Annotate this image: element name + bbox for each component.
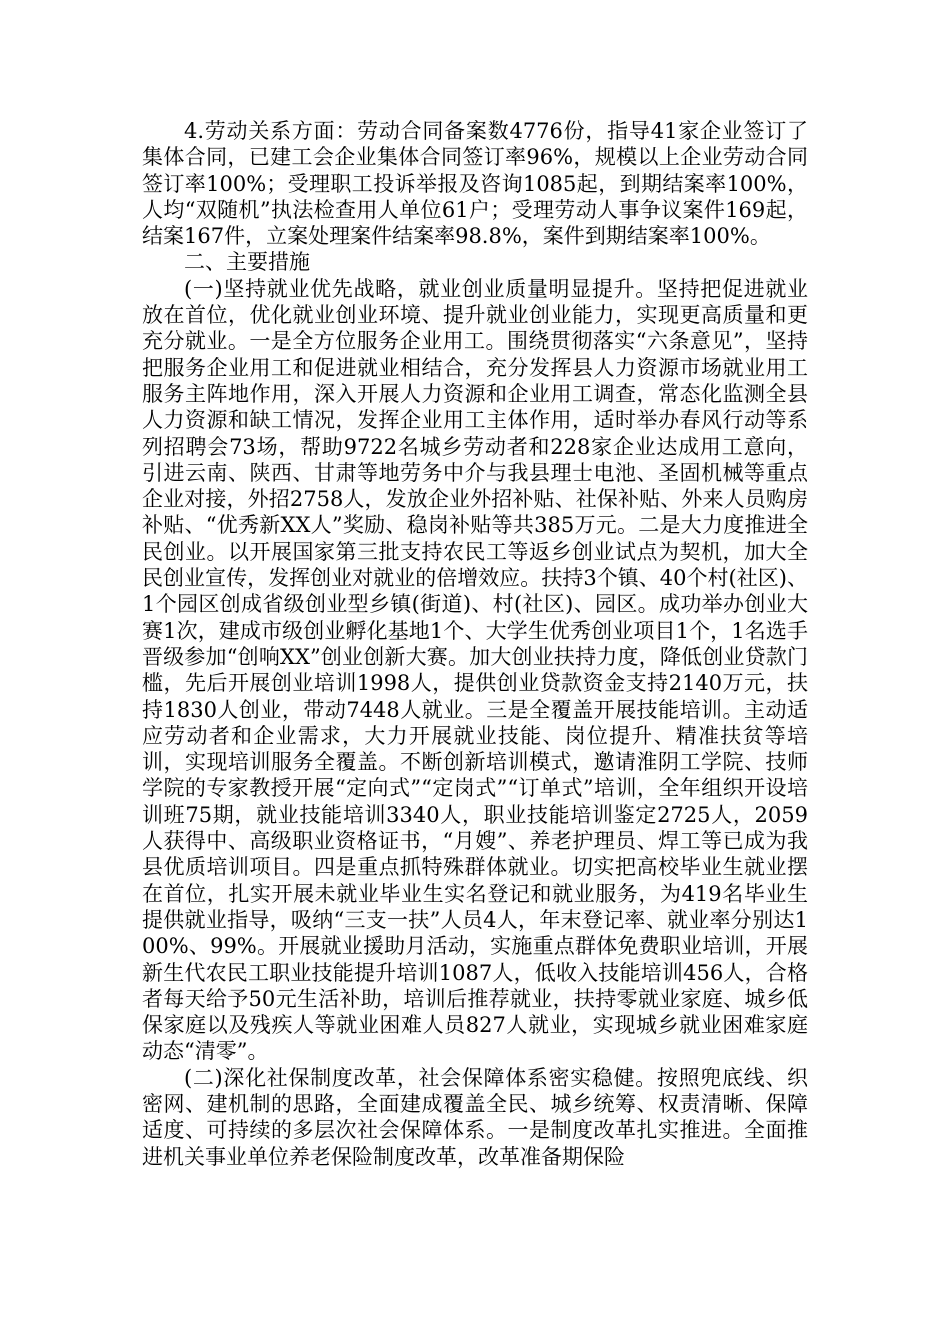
paragraph-social-security-reform: (二)深化社保制度改革，社会保障体系密实稳健。按照兜底线、织密网、建机制的思路，全面建成覆盖全民、城乡统筹、权责清晰、保障适度、可持续的多层次社会保障体系。一是制度改革扎实推进。全面推进机关事业单位养老保险制度改革，改革准备期保险 (142, 1065, 808, 1169)
section-heading-main-measures: 二、主要措施 (184, 250, 310, 275)
document-page (142, 118, 808, 1170)
paragraph-labor-relations: 4.劳动关系方面：劳动合同备案数4776份，指导41家企业签订了集体合同，已建工会企业集体合同签订率96%，规模以上企业劳动合同签订率100%；受理职工投诉举报及咨询1085起，到期结案率100%，人均“双随机”执法检查用人单位61户；受理劳动人事争议案件169起，结案167件，立案处理案件结案率98.8%，案件到期结案率100%。 (142, 119, 808, 249)
paragraph-employment-priority: (一)坚持就业优先战略，就业创业质量明显提升。坚持把促进就业放在首位，优化就业创业环境、提升就业创业能力，实现更高质量和更充分就业。一是全方位服务企业用工。围绕贯彻落实“六条意见”，坚持把服务企业用工和促进就业相结合，充分发挥县人力资源市场就业用工服务主阵地作用，深入开展人力资源和企业用工调查，常态化监测全县人力资源和缺工情况，发挥企业用工主体作用，适时举办春风行动等系列招聘会73场，帮助9722名城乡劳动者和228家企业达成用工意向，引进云南、陕西、甘肃等地劳务中介与我县理士电池、圣固机械等重点企业对接，外招2758人，发放企业外招补贴、社保补贴、外来人员购房补贴、“优秀新XX人”奖励、稳岗补贴等共385万元。二是大力度推进全民创业。以开展国家第三批支持农民工等返乡创业试点为契机，加大全民创业宣传，发挥创业对就业的倍增效应。扶持3个镇、40个村(社区)、1个园区创成省级创业型乡镇(街道)、村(社区)、园区。成功举办创业大赛1次，建成市级创业孵化基地1个、大学生优秀创业项目1个，1名选手晋级参加“创响XX”创业创新大赛。加大创业扶持力度，降低创业贷款门槛，先后开展创业培训1998人，提供创业贷款资金支持2140万元，扶持1830人创业，带动7448人就业。三是全覆盖开展技能培训。主动适应劳动者和企业需求，大力开展就业技能、岗位提升、精准扶贫等培训，实现培训服务全覆盖。不断创新培训模式，邀请淮阴工学院、技师学院的专家教授开展“定向式”“定岗式”“订单式”培训，全年组织开设培训班75期，就业技能培训3340人，职业技能培训鉴定2725人，2059人获得中、高级职业资格证书，“月嫂”、养老护理员、焊工等已成为我县优质培训项目。四是重点抓特殊群体就业。切实把高校毕业生就业摆在首位，扎实开展未就业毕业生实名登记和就业服务，为419名毕业生提供就业指导，吸纳“三支一扶”人员4人，年末登记率、就业率分别达100%、99%。开展就业援助月活动，实施重点群体免费职业培训，开展新生代农民工职业技能提升培训1087人，低收入技能培训456人，合格者每天给予50元生活补助，培训后推荐就业，扶持零就业家庭、城乡低保家庭以及残疾人等就业困难人员827人就业，实现城乡就业困难家庭动态“清零”。 (142, 276, 808, 1064)
